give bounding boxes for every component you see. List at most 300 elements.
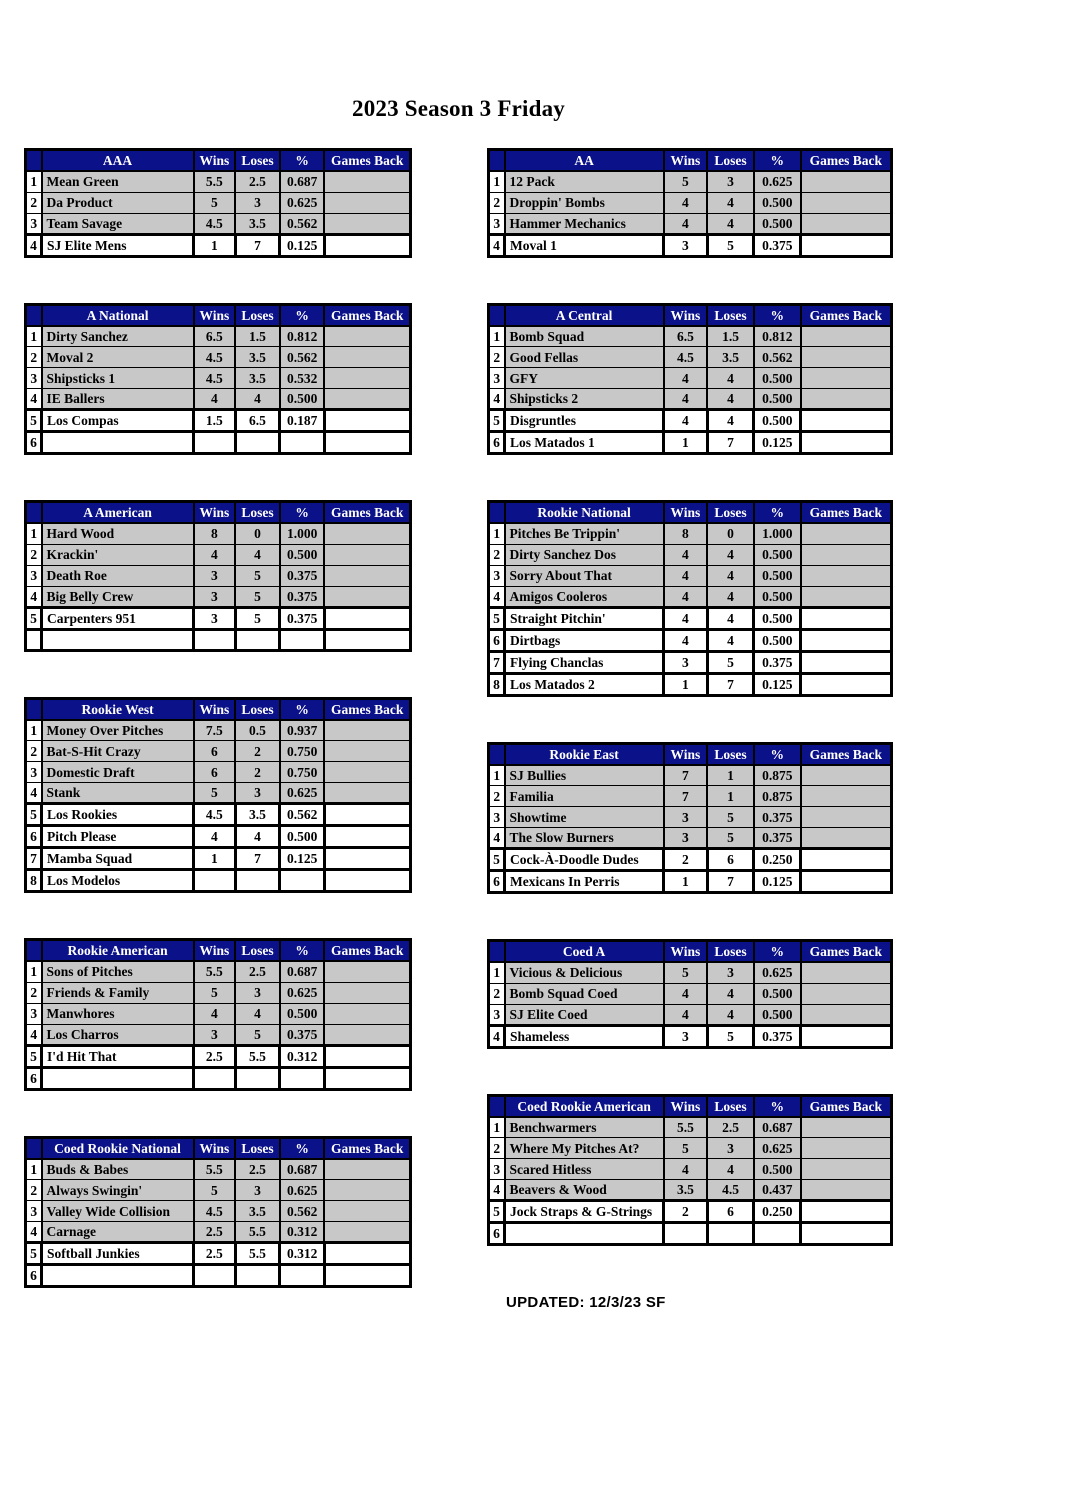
loses-cell: 3 bbox=[707, 171, 754, 192]
team-cell: Moval 2 bbox=[42, 347, 194, 368]
pct-cell: 0.312 bbox=[280, 1045, 325, 1067]
games-back-cell bbox=[801, 368, 892, 389]
wins-cell: 1 bbox=[664, 673, 708, 695]
loses-header: Loses bbox=[707, 743, 754, 765]
rank-cell: 4 bbox=[26, 783, 42, 804]
games-back-cell bbox=[324, 629, 410, 650]
rank-cell: 1 bbox=[489, 962, 505, 983]
team-cell: Familia bbox=[505, 786, 664, 807]
games-back-cell bbox=[801, 544, 892, 565]
updated-note: UPDATED: 12/3/23 SF bbox=[506, 1294, 666, 1311]
loses-header: Loses bbox=[707, 304, 754, 326]
rank-cell: 7 bbox=[26, 848, 42, 870]
rank-header-cell bbox=[489, 304, 505, 326]
loses-cell: 3.5 bbox=[707, 347, 754, 368]
wins-cell: 4.5 bbox=[194, 804, 236, 826]
loses-cell bbox=[235, 1265, 280, 1287]
table-row bbox=[489, 1180, 892, 1201]
loses-cell: 3.5 bbox=[235, 347, 280, 368]
pct-cell: 0.375 bbox=[754, 807, 801, 828]
table-row bbox=[26, 213, 411, 234]
loses-cell: 3 bbox=[235, 783, 280, 804]
division-title: AA bbox=[505, 150, 664, 172]
wins-cell: 5 bbox=[664, 1138, 708, 1159]
team-cell: Stank bbox=[42, 783, 194, 804]
loses-header: Loses bbox=[235, 150, 280, 172]
games-back-cell bbox=[324, 1180, 410, 1201]
loses-cell: 1 bbox=[707, 786, 754, 807]
team-cell: Los Matados 2 bbox=[505, 673, 664, 695]
pct-header: % bbox=[754, 941, 801, 963]
games-back-cell bbox=[324, 326, 410, 347]
wins-cell: 5 bbox=[664, 962, 708, 983]
pct-cell: 0.625 bbox=[754, 1138, 801, 1159]
division-title: A National bbox=[42, 304, 194, 326]
loses-header: Loses bbox=[235, 1137, 280, 1159]
games-back-cell bbox=[801, 192, 892, 213]
pct-header: % bbox=[280, 940, 325, 962]
table-row bbox=[489, 213, 892, 234]
team-cell: Los Modelos bbox=[42, 870, 194, 892]
table-row bbox=[489, 326, 892, 347]
loses-cell: 7 bbox=[235, 234, 280, 256]
games-back-cell bbox=[801, 807, 892, 828]
table-row bbox=[489, 410, 892, 432]
team-cell: Mamba Squad bbox=[42, 848, 194, 870]
division-title: Rookie West bbox=[42, 698, 194, 720]
loses-cell: 4 bbox=[707, 629, 754, 651]
loses-cell: 5 bbox=[707, 1025, 754, 1047]
games-back-cell bbox=[324, 234, 410, 256]
games-back-cell bbox=[801, 389, 892, 410]
loses-header: Loses bbox=[235, 940, 280, 962]
games-back-cell bbox=[801, 849, 892, 871]
loses-cell: 3 bbox=[235, 1180, 280, 1201]
pct-cell: 0.375 bbox=[754, 828, 801, 849]
games-back-header: Games Back bbox=[801, 502, 892, 524]
rank-cell bbox=[26, 629, 42, 650]
wins-cell: 5 bbox=[194, 783, 236, 804]
rank-cell: 3 bbox=[26, 565, 42, 586]
pct-cell: 0.500 bbox=[280, 389, 325, 410]
games-back-cell bbox=[801, 673, 892, 695]
wins-cell: 4 bbox=[664, 1159, 708, 1180]
team-cell: Krackin' bbox=[42, 544, 194, 565]
table-row bbox=[26, 368, 411, 389]
wins-cell bbox=[194, 1067, 236, 1089]
wins-header: Wins bbox=[194, 940, 236, 962]
pct-cell: 0.500 bbox=[754, 410, 801, 432]
team-cell: Sorry About That bbox=[505, 565, 664, 586]
wins-header: Wins bbox=[664, 1095, 708, 1117]
loses-cell bbox=[235, 629, 280, 650]
left-column bbox=[24, 148, 412, 1288]
games-back-cell bbox=[324, 826, 410, 848]
header-row bbox=[26, 1137, 411, 1159]
rank-cell: 1 bbox=[489, 171, 505, 192]
pct-cell: 0.687 bbox=[754, 1117, 801, 1138]
wins-cell: 4 bbox=[664, 983, 708, 1004]
loses-cell: 2 bbox=[235, 741, 280, 762]
team-cell: Hammer Mechanics bbox=[505, 213, 664, 234]
wins-cell bbox=[194, 870, 236, 892]
wins-cell: 5.5 bbox=[664, 1117, 708, 1138]
table-row bbox=[489, 389, 892, 410]
loses-cell: 5.5 bbox=[235, 1243, 280, 1265]
wins-cell: 3 bbox=[664, 651, 708, 673]
rank-cell: 6 bbox=[489, 432, 505, 454]
rank-cell: 6 bbox=[26, 1067, 42, 1089]
games-back-cell bbox=[324, 848, 410, 870]
pct-cell bbox=[280, 1067, 325, 1089]
team-cell: Shipsticks 1 bbox=[42, 368, 194, 389]
loses-header: Loses bbox=[235, 502, 280, 524]
rank-cell: 3 bbox=[489, 213, 505, 234]
loses-header: Loses bbox=[707, 1095, 754, 1117]
team-cell: Moval 1 bbox=[505, 234, 664, 256]
wins-cell: 8 bbox=[194, 523, 236, 544]
team-cell: Money Over Pitches bbox=[42, 720, 194, 741]
loses-cell: 2.5 bbox=[235, 1159, 280, 1180]
table-row bbox=[26, 870, 411, 892]
pct-cell: 0.500 bbox=[754, 607, 801, 629]
header-row bbox=[26, 304, 411, 326]
standings-table-coed-rookie-american bbox=[487, 1094, 893, 1247]
games-back-cell bbox=[801, 1201, 892, 1223]
pct-cell: 0.437 bbox=[754, 1180, 801, 1201]
wins-header: Wins bbox=[664, 304, 708, 326]
team-cell bbox=[42, 432, 194, 454]
rank-cell: 8 bbox=[489, 673, 505, 695]
loses-cell: 5.5 bbox=[235, 1045, 280, 1067]
rank-cell: 5 bbox=[26, 1045, 42, 1067]
rank-cell: 4 bbox=[489, 234, 505, 256]
wins-cell: 1 bbox=[664, 871, 708, 893]
wins-cell: 7.5 bbox=[194, 720, 236, 741]
loses-cell: 2.5 bbox=[235, 961, 280, 982]
rank-cell: 7 bbox=[489, 651, 505, 673]
wins-cell: 3 bbox=[194, 607, 236, 629]
rank-header-cell bbox=[26, 502, 42, 524]
loses-cell bbox=[235, 1067, 280, 1089]
pct-cell: 0.875 bbox=[754, 786, 801, 807]
table-row bbox=[489, 234, 892, 256]
loses-header: Loses bbox=[235, 304, 280, 326]
games-back-cell bbox=[801, 1004, 892, 1025]
wins-cell: 4.5 bbox=[194, 347, 236, 368]
games-back-cell bbox=[324, 783, 410, 804]
rank-cell: 4 bbox=[26, 1222, 42, 1243]
pct-cell: 0.687 bbox=[280, 1159, 325, 1180]
rank-cell: 6 bbox=[26, 1265, 42, 1287]
team-cell: Shameless bbox=[505, 1025, 664, 1047]
rank-cell: 6 bbox=[489, 1223, 505, 1245]
team-cell: Friends & Family bbox=[42, 982, 194, 1003]
pct-cell: 0.312 bbox=[280, 1222, 325, 1243]
team-cell: Manwhores bbox=[42, 1003, 194, 1024]
pct-cell: 0.375 bbox=[754, 1025, 801, 1047]
rank-cell: 3 bbox=[489, 1159, 505, 1180]
wins-cell: 8 bbox=[664, 523, 708, 544]
wins-cell: 5.5 bbox=[194, 961, 236, 982]
team-cell: Pitches Be Trippin' bbox=[505, 523, 664, 544]
page-title: 2023 Season 3 Friday bbox=[352, 96, 565, 121]
wins-cell: 4 bbox=[664, 192, 708, 213]
team-cell: Amigos Cooleros bbox=[505, 586, 664, 607]
loses-cell: 3 bbox=[235, 192, 280, 213]
games-back-cell bbox=[324, 741, 410, 762]
pct-cell bbox=[280, 870, 325, 892]
team-cell bbox=[505, 1223, 664, 1245]
table-row bbox=[489, 849, 892, 871]
rank-cell: 1 bbox=[26, 720, 42, 741]
team-cell: SJ Elite Coed bbox=[505, 1004, 664, 1025]
table-row bbox=[489, 192, 892, 213]
loses-cell: 5 bbox=[707, 651, 754, 673]
table-row bbox=[26, 1159, 411, 1180]
loses-cell: 4 bbox=[235, 544, 280, 565]
rank-cell: 5 bbox=[489, 410, 505, 432]
wins-cell: 4 bbox=[194, 1003, 236, 1024]
games-back-cell bbox=[324, 213, 410, 234]
loses-cell: 4.5 bbox=[707, 1180, 754, 1201]
pct-cell: 0.500 bbox=[754, 629, 801, 651]
rank-header-cell bbox=[489, 743, 505, 765]
team-cell: Scared Hitless bbox=[505, 1159, 664, 1180]
rank-cell: 2 bbox=[26, 741, 42, 762]
games-back-cell bbox=[801, 586, 892, 607]
wins-header: Wins bbox=[664, 743, 708, 765]
division-title: A Central bbox=[505, 304, 664, 326]
table-row bbox=[489, 1138, 892, 1159]
wins-cell: 4 bbox=[664, 629, 708, 651]
loses-cell: 4 bbox=[235, 389, 280, 410]
rank-header-cell bbox=[489, 941, 505, 963]
division-title: Rookie East bbox=[505, 743, 664, 765]
table-row bbox=[489, 1025, 892, 1047]
team-cell: Death Roe bbox=[42, 565, 194, 586]
wins-cell: 6.5 bbox=[194, 326, 236, 347]
table-row bbox=[26, 1067, 411, 1089]
loses-cell: 0.5 bbox=[235, 720, 280, 741]
rank-cell: 2 bbox=[26, 347, 42, 368]
pct-cell: 0.937 bbox=[280, 720, 325, 741]
team-cell: Showtime bbox=[505, 807, 664, 828]
table-row bbox=[26, 410, 411, 432]
pct-cell: 0.875 bbox=[754, 765, 801, 786]
rank-cell: 4 bbox=[489, 828, 505, 849]
team-cell: Always Swingin' bbox=[42, 1180, 194, 1201]
games-back-cell bbox=[801, 962, 892, 983]
rank-cell: 2 bbox=[489, 347, 505, 368]
loses-cell: 3.5 bbox=[235, 213, 280, 234]
team-cell: Cock-À-Doodle Dudes bbox=[505, 849, 664, 871]
loses-cell: 4 bbox=[707, 192, 754, 213]
team-cell: Sons of Pitches bbox=[42, 961, 194, 982]
rank-header-cell bbox=[489, 502, 505, 524]
rank-cell: 4 bbox=[26, 1024, 42, 1045]
team-cell: Vicious & Delicious bbox=[505, 962, 664, 983]
table-row bbox=[489, 807, 892, 828]
standings-grid bbox=[24, 148, 893, 1311]
games-back-cell bbox=[801, 1025, 892, 1047]
rank-cell: 5 bbox=[26, 607, 42, 629]
rank-cell: 2 bbox=[26, 982, 42, 1003]
games-back-cell bbox=[801, 1117, 892, 1138]
pct-cell: 0.250 bbox=[754, 849, 801, 871]
wins-cell: 5 bbox=[194, 1180, 236, 1201]
rank-header-cell bbox=[26, 1137, 42, 1159]
table-row bbox=[489, 523, 892, 544]
loses-cell: 2.5 bbox=[707, 1117, 754, 1138]
games-back-cell bbox=[801, 871, 892, 893]
wins-cell: 4 bbox=[664, 607, 708, 629]
table-row bbox=[489, 347, 892, 368]
pct-cell: 1.000 bbox=[280, 523, 325, 544]
table-row bbox=[489, 586, 892, 607]
team-cell: I'd Hit That bbox=[42, 1045, 194, 1067]
table-row bbox=[489, 607, 892, 629]
loses-cell: 5 bbox=[235, 607, 280, 629]
games-back-cell bbox=[801, 1180, 892, 1201]
right-tables bbox=[487, 148, 893, 1246]
wins-cell: 7 bbox=[664, 765, 708, 786]
loses-cell: 4 bbox=[707, 213, 754, 234]
division-title: Coed A bbox=[505, 941, 664, 963]
loses-cell: 4 bbox=[707, 983, 754, 1004]
loses-cell: 4 bbox=[707, 1004, 754, 1025]
loses-cell: 2 bbox=[235, 762, 280, 783]
table-row bbox=[26, 804, 411, 826]
wins-cell: 3 bbox=[664, 234, 708, 256]
team-cell: Carnage bbox=[42, 1222, 194, 1243]
pct-cell: 0.625 bbox=[280, 982, 325, 1003]
wins-cell: 4 bbox=[664, 410, 708, 432]
loses-cell: 5.5 bbox=[235, 1222, 280, 1243]
team-cell: GFY bbox=[505, 368, 664, 389]
table-row bbox=[26, 586, 411, 607]
table-row bbox=[26, 762, 411, 783]
header-row bbox=[489, 941, 892, 963]
team-cell bbox=[42, 1067, 194, 1089]
team-cell: Where My Pitches At? bbox=[505, 1138, 664, 1159]
rank-cell: 5 bbox=[26, 410, 42, 432]
loses-cell: 0 bbox=[707, 523, 754, 544]
pct-cell: 0.500 bbox=[754, 368, 801, 389]
team-cell: SJ Bullies bbox=[505, 765, 664, 786]
games-back-cell bbox=[324, 1222, 410, 1243]
games-back-header: Games Back bbox=[324, 698, 410, 720]
games-back-cell bbox=[801, 234, 892, 256]
rank-cell: 2 bbox=[489, 983, 505, 1004]
team-cell: Mexicans In Perris bbox=[505, 871, 664, 893]
team-cell: Benchwarmers bbox=[505, 1117, 664, 1138]
team-cell: Los Rookies bbox=[42, 804, 194, 826]
left-tables bbox=[24, 148, 412, 1288]
games-back-cell bbox=[801, 828, 892, 849]
games-back-header: Games Back bbox=[324, 150, 410, 172]
games-back-cell bbox=[801, 765, 892, 786]
wins-cell: 1 bbox=[194, 234, 236, 256]
loses-cell: 4 bbox=[707, 1159, 754, 1180]
pct-cell: 0.562 bbox=[280, 213, 325, 234]
wins-cell: 3 bbox=[194, 586, 236, 607]
games-back-header: Games Back bbox=[801, 743, 892, 765]
team-cell: Pitch Please bbox=[42, 826, 194, 848]
wins-cell: 6.5 bbox=[664, 326, 708, 347]
pct-cell: 0.812 bbox=[754, 326, 801, 347]
header-row bbox=[489, 150, 892, 172]
rank-header-cell bbox=[489, 1095, 505, 1117]
team-cell: 12 Pack bbox=[505, 171, 664, 192]
games-back-cell bbox=[324, 1265, 410, 1287]
team-cell: Bomb Squad bbox=[505, 326, 664, 347]
team-cell: Buds & Babes bbox=[42, 1159, 194, 1180]
games-back-cell bbox=[801, 523, 892, 544]
games-back-cell bbox=[801, 1159, 892, 1180]
table-row bbox=[489, 1159, 892, 1180]
team-cell bbox=[42, 629, 194, 650]
table-row bbox=[26, 326, 411, 347]
loses-cell: 1.5 bbox=[707, 326, 754, 347]
team-cell: Disgruntles bbox=[505, 410, 664, 432]
pct-cell: 0.625 bbox=[280, 783, 325, 804]
wins-cell: 2.5 bbox=[194, 1243, 236, 1265]
pct-cell: 0.500 bbox=[280, 544, 325, 565]
table-row bbox=[489, 629, 892, 651]
pct-cell: 0.625 bbox=[280, 192, 325, 213]
pct-cell: 0.562 bbox=[280, 1201, 325, 1222]
loses-cell bbox=[235, 432, 280, 454]
wins-cell: 5.5 bbox=[194, 171, 236, 192]
division-title: Coed Rookie American bbox=[505, 1095, 664, 1117]
header-row bbox=[26, 150, 411, 172]
rank-cell: 3 bbox=[26, 368, 42, 389]
wins-cell: 4 bbox=[664, 586, 708, 607]
games-back-cell bbox=[801, 651, 892, 673]
loses-cell: 4 bbox=[707, 544, 754, 565]
table-row bbox=[26, 1003, 411, 1024]
pct-cell: 0.250 bbox=[754, 1201, 801, 1223]
loses-header: Loses bbox=[707, 150, 754, 172]
loses-cell: 4 bbox=[707, 607, 754, 629]
rank-cell: 3 bbox=[489, 565, 505, 586]
team-cell: Big Belly Crew bbox=[42, 586, 194, 607]
rank-cell: 6 bbox=[26, 432, 42, 454]
pct-cell bbox=[280, 432, 325, 454]
wins-cell: 4.5 bbox=[194, 1201, 236, 1222]
loses-header: Loses bbox=[235, 698, 280, 720]
wins-cell bbox=[664, 1223, 708, 1245]
pct-cell: 0.500 bbox=[754, 1159, 801, 1180]
rank-cell: 6 bbox=[26, 826, 42, 848]
pct-cell: 0.625 bbox=[280, 1180, 325, 1201]
rank-cell: 1 bbox=[26, 961, 42, 982]
table-row bbox=[26, 848, 411, 870]
table-row bbox=[489, 828, 892, 849]
rank-cell: 5 bbox=[26, 804, 42, 826]
games-back-header: Games Back bbox=[801, 941, 892, 963]
loses-header: Loses bbox=[707, 502, 754, 524]
wins-cell: 3 bbox=[664, 807, 708, 828]
rank-header-cell bbox=[489, 150, 505, 172]
table-row bbox=[489, 871, 892, 893]
games-back-cell bbox=[324, 1003, 410, 1024]
table-row bbox=[489, 983, 892, 1004]
team-cell: The Slow Burners bbox=[505, 828, 664, 849]
loses-cell: 3.5 bbox=[235, 368, 280, 389]
games-back-cell bbox=[324, 1045, 410, 1067]
